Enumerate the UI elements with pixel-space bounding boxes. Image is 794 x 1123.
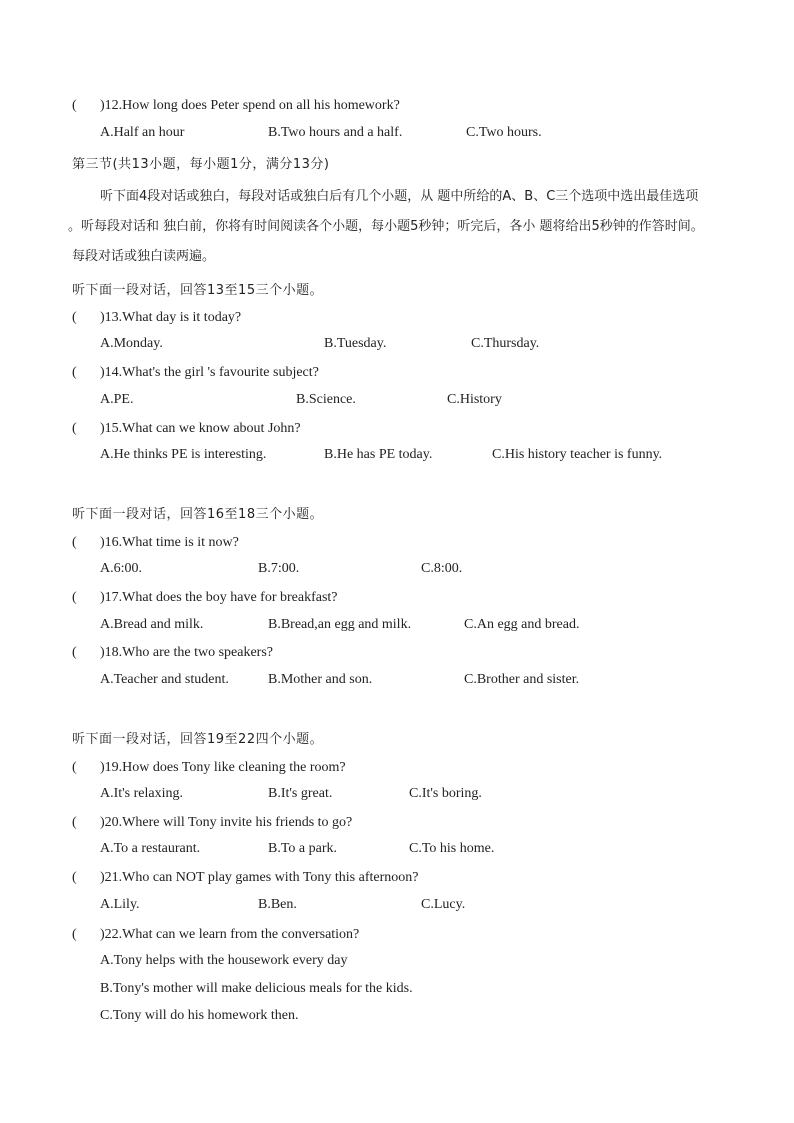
group-heading: 听下面一段对话，回答19至22四个小题。 — [72, 732, 324, 747]
q20-option-b: B.To a park. — [268, 841, 338, 856]
q16-option-c: C.8:00. — [421, 561, 463, 576]
q21-option-b: B.Ben. — [258, 897, 297, 912]
q18-option-a: A.Teacher and student. — [100, 672, 229, 687]
answer-paren: ( — [72, 870, 77, 885]
q17-option-c: C.An egg and bread. — [464, 617, 580, 632]
q17-option-a: A.Bread and milk. — [100, 617, 204, 632]
q15-option-b: B.He has PE today. — [324, 447, 433, 462]
q12-option-a: A.Half an hour — [100, 125, 185, 140]
q22-option-b: B.Tony's mother will make delicious meals for the kids. — [100, 981, 413, 996]
question-20: )20.Where will Tony invite his friends to go? — [100, 815, 353, 830]
q22-option-c: C.Tony will do his homework then. — [100, 1008, 299, 1023]
q15-option-a: A.He thinks PE is interesting. — [100, 447, 267, 462]
q16-option-b: B.7:00. — [258, 561, 300, 576]
question-17: )17.What does the boy have for breakfast? — [100, 590, 338, 605]
question-22: )22.What can we learn from the conversation? — [100, 927, 360, 942]
section-title: 第三节(共13小题，每小题1分，满分13分) — [72, 157, 330, 172]
answer-paren: ( — [72, 815, 77, 830]
q18-option-c: C.Brother and sister. — [464, 672, 580, 687]
answer-paren: ( — [72, 421, 77, 436]
group-heading: 听下面一段对话，回答16至18三个小题。 — [72, 507, 324, 522]
group-heading: 听下面一段对话，回答13至15三个小题。 — [72, 283, 324, 298]
question-16: )16.What time is it now? — [100, 535, 239, 550]
q13-option-b: B.Tuesday. — [324, 336, 387, 351]
q17-option-b: B.Bread,an egg and milk. — [268, 617, 412, 632]
q19-option-c: C.It's boring. — [409, 786, 482, 801]
q14-option-a: A.PE. — [100, 392, 134, 407]
q13-option-a: A.Monday. — [100, 336, 163, 351]
q22-option-a: A.Tony helps with the housework every day — [100, 953, 348, 968]
answer-paren: ( — [72, 760, 77, 775]
q21-option-c: C.Lucy. — [421, 897, 466, 912]
question-15: )15.What can we know about John? — [100, 421, 301, 436]
answer-paren: ( — [72, 310, 77, 325]
section-instructions-2: 。听每段对话和 独白前，你将有时间阅读各个小题，每小题5秒钟；听完后，各小 题将给出5秒钟的作答时间。 — [68, 219, 704, 234]
q20-option-a: A.To a restaurant. — [100, 841, 201, 856]
q20-option-c: C.To his home. — [409, 841, 495, 856]
question-14: )14.What's the girl 's favourite subject? — [100, 365, 319, 380]
q18-option-b: B.Mother and son. — [268, 672, 373, 687]
question-18: )18.Who are the two speakers? — [100, 645, 273, 660]
q16-option-a: A.6:00. — [100, 561, 142, 576]
q15-option-c: C.His history teacher is funny. — [492, 447, 663, 462]
answer-paren: ( — [72, 590, 77, 605]
q13-option-c: C.Thursday. — [471, 336, 540, 351]
answer-paren: ( — [72, 645, 77, 660]
answer-paren: ( — [72, 535, 77, 550]
answer-paren: ( — [72, 365, 77, 380]
q12-option-b: B.Two hours and a half. — [268, 125, 403, 140]
section-instructions-1: 听下面4段对话或独白，每段对话或独白后有几个小题，从 题中所给的A、B、C三个选项中选出最佳选项 — [100, 189, 699, 204]
question-12: )12.How long does Peter spend on all his homework? — [100, 98, 400, 113]
section-instructions-3: 每段对话或独白读两遍。 — [72, 249, 216, 264]
answer-paren: ( — [72, 927, 77, 942]
q14-option-c: C.History — [447, 392, 502, 407]
question-19: )19.How does Tony like cleaning the room? — [100, 760, 346, 775]
q19-option-a: A.It's relaxing. — [100, 786, 184, 801]
q12-option-c: C.Two hours. — [466, 125, 542, 140]
answer-paren: ( — [72, 98, 77, 113]
q19-option-b: B.It's great. — [268, 786, 333, 801]
question-13: )13.What day is it today? — [100, 310, 242, 325]
question-21: )21.Who can NOT play games with Tony this afternoon? — [100, 870, 419, 885]
q21-option-a: A.Lily. — [100, 897, 140, 912]
q14-option-b: B.Science. — [296, 392, 356, 407]
